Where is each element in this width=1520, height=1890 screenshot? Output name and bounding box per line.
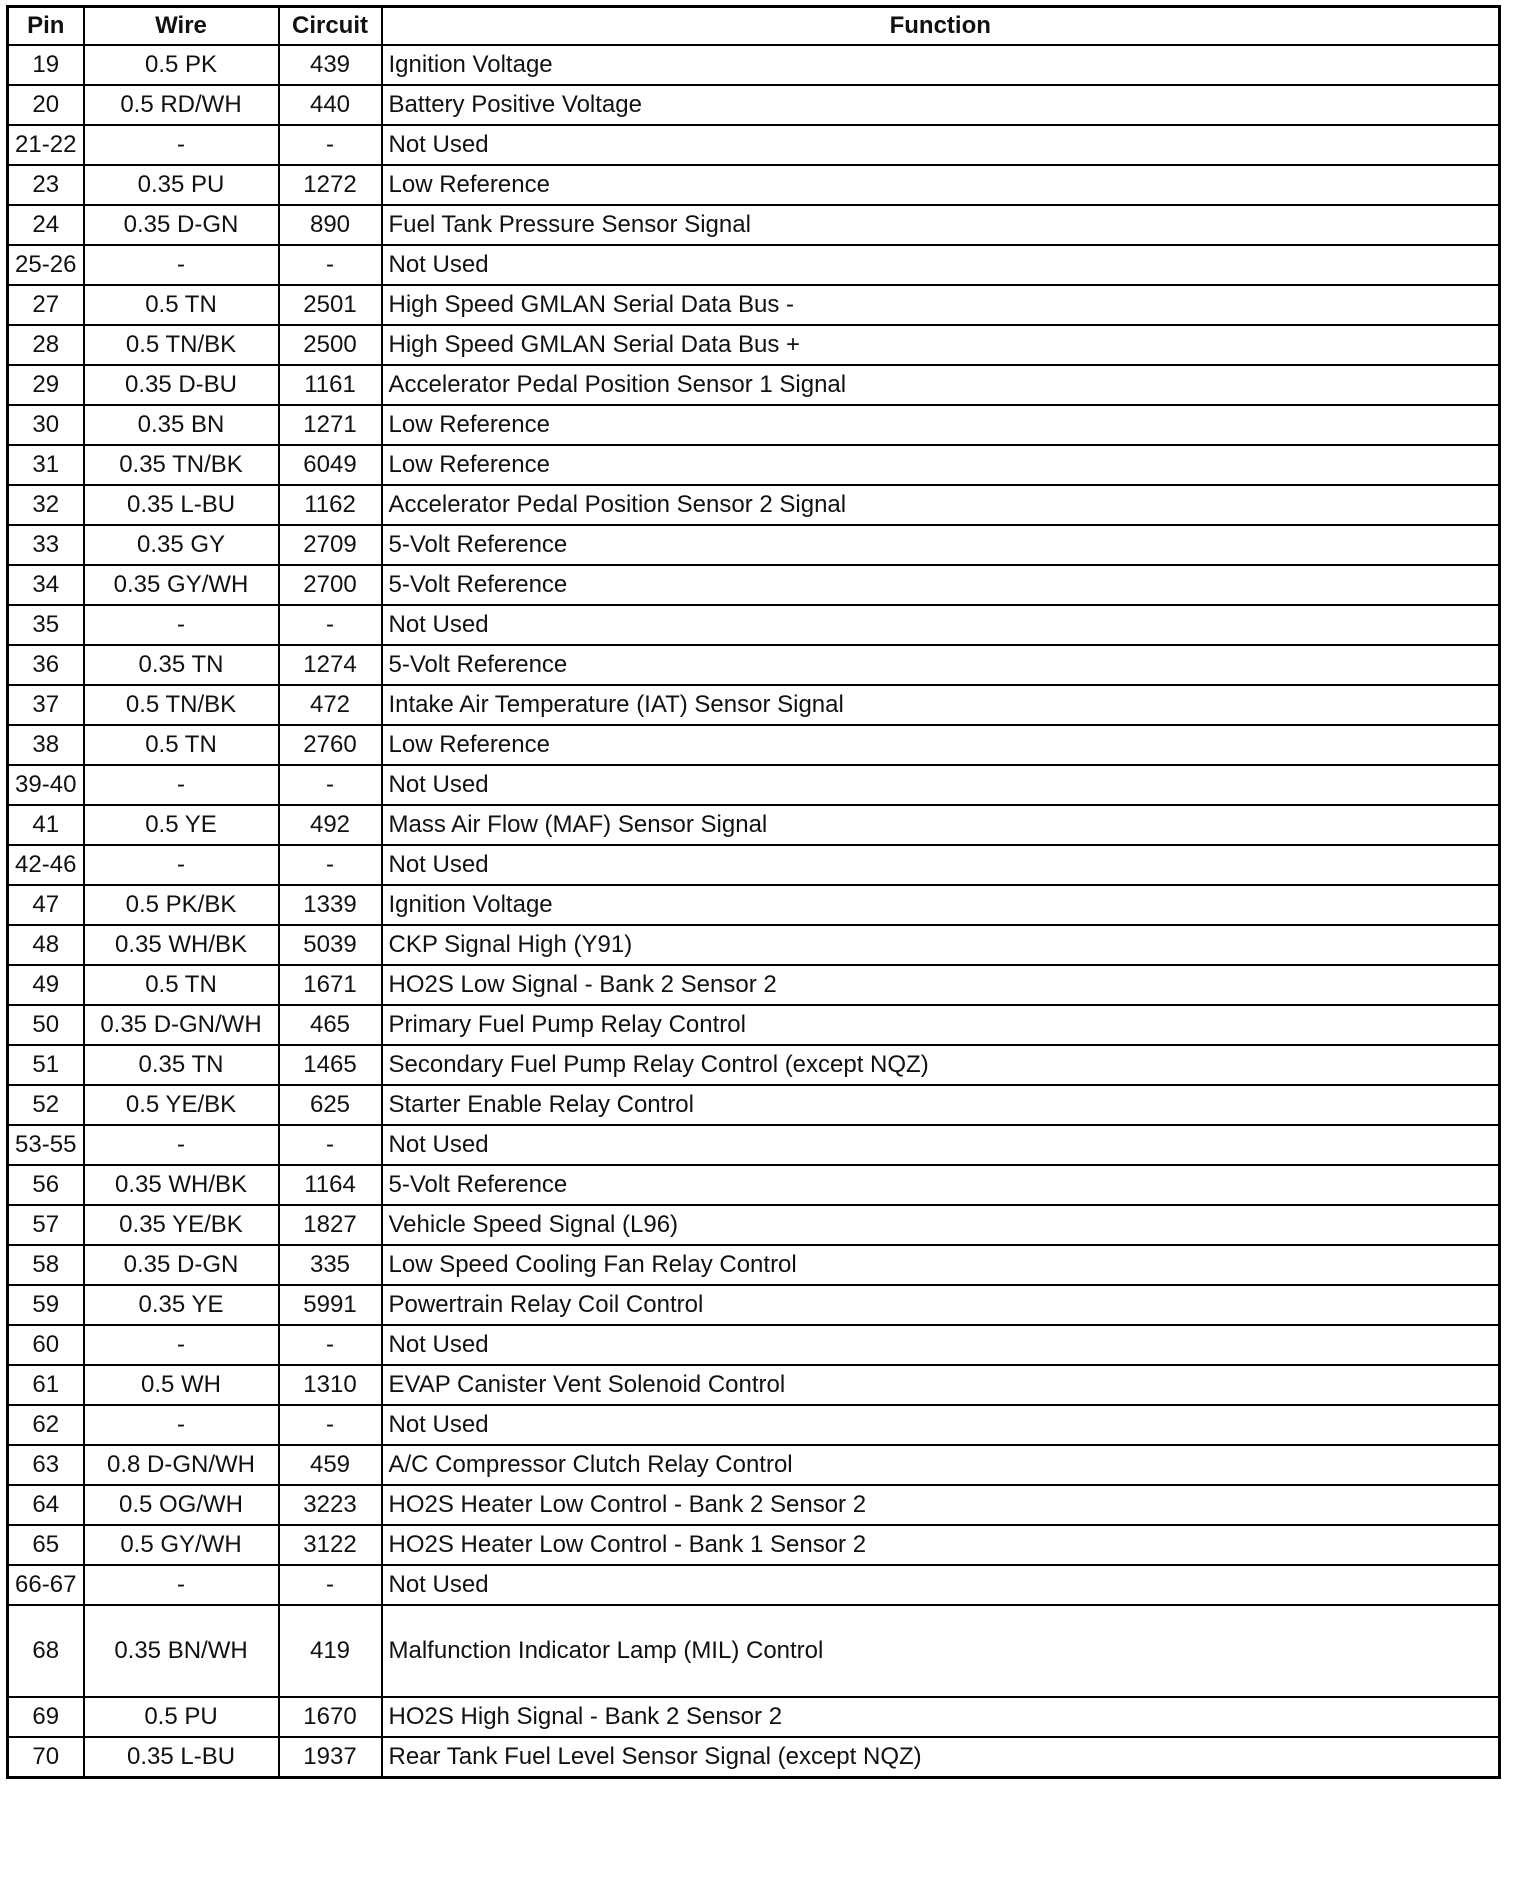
pin-cell: 68 [8,1605,84,1697]
circuit-cell: - [279,765,382,805]
table-row [8,85,1500,125]
pin-cell: 38 [8,725,84,765]
wire-cell: 0.35 TN/BK [84,445,279,485]
wire-cell: 0.35 L-BU [84,485,279,525]
wire-cell: 0.35 YE/BK [84,1205,279,1245]
circuit-cell: 2760 [279,725,382,765]
pin-cell: 39-40 [8,765,84,805]
function-cell: Low Speed Cooling Fan Relay Control [382,1245,1500,1285]
table-row [8,885,1500,925]
table-row [8,525,1500,565]
table-row [8,645,1500,685]
function-cell: EVAP Canister Vent Solenoid Control [382,1365,1500,1405]
pin-cell: 28 [8,325,84,365]
pin-cell: 69 [8,1697,84,1737]
pin-cell: 62 [8,1405,84,1445]
table-row [8,365,1500,405]
pin-cell: 64 [8,1485,84,1525]
header-pin: Pin [8,7,84,46]
circuit-cell: 439 [279,45,382,85]
pin-cell: 21-22 [8,125,84,165]
wire-cell: 0.5 TN [84,285,279,325]
wire-cell: 0.5 PK [84,45,279,85]
wire-cell: - [84,1325,279,1365]
circuit-cell: 2700 [279,565,382,605]
pin-cell: 56 [8,1165,84,1205]
function-cell: Low Reference [382,725,1500,765]
connector-pinout-sheet [6,5,1501,1779]
circuit-cell: - [279,245,382,285]
table-row [8,1245,1500,1285]
circuit-cell: 2709 [279,525,382,565]
function-cell: Starter Enable Relay Control [382,1085,1500,1125]
wire-cell: 0.5 YE/BK [84,1085,279,1125]
function-cell: Accelerator Pedal Position Sensor 1 Signal [382,365,1500,405]
function-cell: HO2S Heater Low Control - Bank 1 Sensor 2 [382,1525,1500,1565]
pin-cell: 23 [8,165,84,205]
pin-cell: 70 [8,1737,84,1778]
table-row [8,165,1500,205]
table-row [8,485,1500,525]
wire-cell: 0.5 PU [84,1697,279,1737]
function-cell: Not Used [382,765,1500,805]
function-cell: Not Used [382,1565,1500,1605]
table-row [8,685,1500,725]
wire-cell: - [84,605,279,645]
pin-cell: 41 [8,805,84,845]
wire-cell: 0.5 PK/BK [84,885,279,925]
function-cell: Battery Positive Voltage [382,85,1500,125]
table-row [8,1045,1500,1085]
wire-cell: 0.35 BN [84,405,279,445]
function-cell: Not Used [382,845,1500,885]
circuit-cell: - [279,605,382,645]
table-row [8,805,1500,845]
circuit-cell: 2500 [279,325,382,365]
function-cell: Accelerator Pedal Position Sensor 2 Signal [382,485,1500,525]
circuit-cell: 465 [279,1005,382,1045]
circuit-cell: 335 [279,1245,382,1285]
pin-cell: 48 [8,925,84,965]
circuit-cell: 1465 [279,1045,382,1085]
pin-cell: 58 [8,1245,84,1285]
circuit-cell: 625 [279,1085,382,1125]
wire-cell: 0.35 L-BU [84,1737,279,1778]
table-row [8,1285,1500,1325]
function-cell: High Speed GMLAN Serial Data Bus + [382,325,1500,365]
table-row [8,925,1500,965]
circuit-cell: 419 [279,1605,382,1697]
function-cell: Low Reference [382,405,1500,445]
function-cell: Powertrain Relay Coil Control [382,1285,1500,1325]
function-cell: CKP Signal High (Y91) [382,925,1500,965]
table-row [8,1605,1500,1697]
pin-cell: 49 [8,965,84,1005]
circuit-cell: 459 [279,1445,382,1485]
header-wire: Wire [84,7,279,46]
circuit-cell: - [279,1325,382,1365]
circuit-cell: 1162 [279,485,382,525]
function-cell: HO2S Heater Low Control - Bank 2 Sensor 2 [382,1485,1500,1525]
function-cell: Ignition Voltage [382,45,1500,85]
table-row [8,1085,1500,1125]
pin-cell: 37 [8,685,84,725]
pin-cell: 60 [8,1325,84,1365]
pin-cell: 34 [8,565,84,605]
pin-cell: 53-55 [8,1125,84,1165]
wire-cell: 0.35 D-GN/WH [84,1005,279,1045]
function-cell: Low Reference [382,445,1500,485]
function-cell: Ignition Voltage [382,885,1500,925]
table-row [8,1205,1500,1245]
function-cell: Fuel Tank Pressure Sensor Signal [382,205,1500,245]
pin-cell: 65 [8,1525,84,1565]
pin-cell: 31 [8,445,84,485]
circuit-cell: 1827 [279,1205,382,1245]
wire-cell: 0.5 RD/WH [84,85,279,125]
wire-cell: 0.5 OG/WH [84,1485,279,1525]
wire-cell: - [84,1565,279,1605]
circuit-cell: 3223 [279,1485,382,1525]
table-row [8,1737,1500,1778]
wire-cell: 0.5 WH [84,1365,279,1405]
header-circuit: Circuit [279,7,382,46]
pin-cell: 19 [8,45,84,85]
wire-cell: 0.35 GY/WH [84,565,279,605]
table-row [8,205,1500,245]
table-row [8,125,1500,165]
function-cell: Primary Fuel Pump Relay Control [382,1005,1500,1045]
wire-cell: 0.35 TN [84,645,279,685]
wire-cell: 0.35 BN/WH [84,1605,279,1697]
function-cell: Not Used [382,1125,1500,1165]
function-cell: 5-Volt Reference [382,645,1500,685]
table-row [8,445,1500,485]
wire-cell: 0.35 YE [84,1285,279,1325]
circuit-cell: 1670 [279,1697,382,1737]
wire-cell: - [84,245,279,285]
table-row [8,245,1500,285]
wire-cell: 0.35 PU [84,165,279,205]
table-row [8,405,1500,445]
pin-cell: 27 [8,285,84,325]
pin-cell: 63 [8,1445,84,1485]
table-row [8,1565,1500,1605]
table-row [8,325,1500,365]
wire-cell: 0.35 WH/BK [84,1165,279,1205]
wire-cell: - [84,1405,279,1445]
circuit-cell: 5039 [279,925,382,965]
pin-cell: 57 [8,1205,84,1245]
function-cell: HO2S Low Signal - Bank 2 Sensor 2 [382,965,1500,1005]
wire-cell: 0.35 D-BU [84,365,279,405]
function-cell: Low Reference [382,165,1500,205]
circuit-cell: - [279,125,382,165]
circuit-cell: 1272 [279,165,382,205]
table-row [8,1485,1500,1525]
function-cell: 5-Volt Reference [382,565,1500,605]
wire-cell: 0.8 D-GN/WH [84,1445,279,1485]
table-row [8,45,1500,85]
circuit-cell: 2501 [279,285,382,325]
pin-cell: 32 [8,485,84,525]
header-function: Function [382,7,1500,46]
table-row [8,1405,1500,1445]
circuit-cell: 6049 [279,445,382,485]
function-cell: 5-Volt Reference [382,1165,1500,1205]
table-row [8,725,1500,765]
circuit-cell: - [279,845,382,885]
pin-cell: 25-26 [8,245,84,285]
pin-cell: 50 [8,1005,84,1045]
table-row [8,1125,1500,1165]
table-row [8,965,1500,1005]
wire-cell: - [84,845,279,885]
circuit-cell: - [279,1125,382,1165]
pin-cell: 42-46 [8,845,84,885]
function-cell: Malfunction Indicator Lamp (MIL) Control [382,1605,1500,1697]
wire-cell: - [84,1125,279,1165]
wire-cell: - [84,125,279,165]
table-row [8,765,1500,805]
function-cell: Not Used [382,125,1500,165]
table-row [8,1697,1500,1737]
wire-cell: 0.5 TN/BK [84,325,279,365]
table-row [8,565,1500,605]
pin-cell: 30 [8,405,84,445]
wire-cell: 0.35 D-GN [84,205,279,245]
circuit-cell: 1164 [279,1165,382,1205]
function-cell: Rear Tank Fuel Level Sensor Signal (except NQZ) [382,1737,1500,1778]
circuit-cell: 1310 [279,1365,382,1405]
wire-cell: 0.5 GY/WH [84,1525,279,1565]
wire-cell: 0.35 D-GN [84,1245,279,1285]
circuit-cell: 1271 [279,405,382,445]
pinout-table [6,5,1501,1779]
circuit-cell: 472 [279,685,382,725]
table-row [8,845,1500,885]
wire-cell: 0.35 WH/BK [84,925,279,965]
circuit-cell: 440 [279,85,382,125]
wire-cell: 0.5 YE [84,805,279,845]
pin-cell: 61 [8,1365,84,1405]
pin-cell: 52 [8,1085,84,1125]
table-body [8,45,1500,1778]
circuit-cell: 890 [279,205,382,245]
pin-cell: 24 [8,205,84,245]
circuit-cell: 492 [279,805,382,845]
function-cell: Mass Air Flow (MAF) Sensor Signal [382,805,1500,845]
function-cell: High Speed GMLAN Serial Data Bus - [382,285,1500,325]
circuit-cell: 1937 [279,1737,382,1778]
circuit-cell: - [279,1565,382,1605]
wire-cell: 0.35 TN [84,1045,279,1085]
circuit-cell: - [279,1405,382,1445]
table-row [8,605,1500,645]
wire-cell: 0.35 GY [84,525,279,565]
pin-cell: 35 [8,605,84,645]
pin-cell: 36 [8,645,84,685]
circuit-cell: 1274 [279,645,382,685]
table-row [8,1445,1500,1485]
function-cell: Not Used [382,245,1500,285]
pin-cell: 33 [8,525,84,565]
wire-cell: 0.5 TN [84,725,279,765]
function-cell: 5-Volt Reference [382,525,1500,565]
function-cell: Intake Air Temperature (IAT) Sensor Signal [382,685,1500,725]
wire-cell: 0.5 TN/BK [84,685,279,725]
pin-cell: 59 [8,1285,84,1325]
table-row [8,1325,1500,1365]
table-row [8,1165,1500,1205]
circuit-cell: 1671 [279,965,382,1005]
header-row [8,7,1500,46]
pin-cell: 29 [8,365,84,405]
circuit-cell: 3122 [279,1525,382,1565]
function-cell: Vehicle Speed Signal (L96) [382,1205,1500,1245]
table-row [8,1365,1500,1405]
wire-cell: 0.5 TN [84,965,279,1005]
function-cell: Secondary Fuel Pump Relay Control (except NQZ) [382,1045,1500,1085]
pin-cell: 51 [8,1045,84,1085]
function-cell: Not Used [382,1405,1500,1445]
pin-cell: 20 [8,85,84,125]
table-row [8,1005,1500,1045]
table-row [8,1525,1500,1565]
wire-cell: - [84,765,279,805]
pin-cell: 66-67 [8,1565,84,1605]
function-cell: HO2S High Signal - Bank 2 Sensor 2 [382,1697,1500,1737]
pin-cell: 47 [8,885,84,925]
function-cell: Not Used [382,1325,1500,1365]
table-row [8,285,1500,325]
circuit-cell: 1339 [279,885,382,925]
function-cell: A/C Compressor Clutch Relay Control [382,1445,1500,1485]
function-cell: Not Used [382,605,1500,645]
circuit-cell: 1161 [279,365,382,405]
circuit-cell: 5991 [279,1285,382,1325]
